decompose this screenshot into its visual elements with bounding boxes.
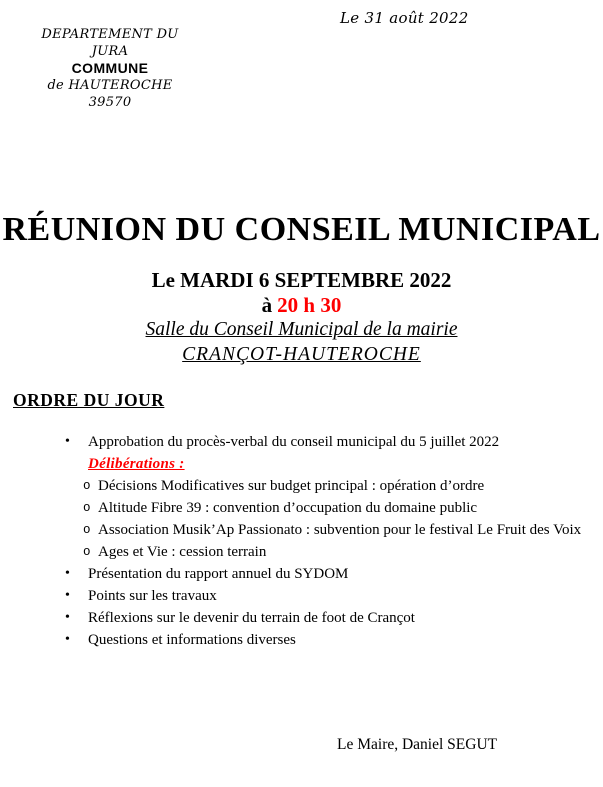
letterhead-department: DEPARTEMENT DU JURA xyxy=(41,27,179,59)
bullet-icon: • xyxy=(65,434,70,449)
sub-bullet-icon: o xyxy=(83,545,91,559)
meeting-info xyxy=(0,268,603,367)
list-item xyxy=(65,541,597,563)
agenda-item-approbation: Approbation du procès-verbal du conseil municipal du 5 juillet 2022 xyxy=(88,434,500,450)
list-item xyxy=(65,629,597,651)
document-date: Le 31 août 2022 xyxy=(340,9,469,27)
page-title: RÉUNION DU CONSEIL MUNICIPAL xyxy=(2,211,601,248)
list-item xyxy=(65,585,597,607)
sub-bullet-icon: o xyxy=(83,501,91,515)
letterhead-commune-name: de HAUTEROCHE xyxy=(47,78,173,93)
meeting-time xyxy=(0,293,603,317)
deliberation-item-fibre: Altitude Fibre 39 : convention d’occupation du domaine public xyxy=(98,500,478,516)
agenda-item-travaux: Points sur les travaux xyxy=(88,588,217,604)
meeting-venue: Salle du Conseil Municipal de la mairie xyxy=(145,319,458,340)
bullet-icon: • xyxy=(65,588,70,603)
meeting-time-prefix: à xyxy=(261,293,273,317)
sub-bullet-icon: o xyxy=(83,479,91,493)
letterhead-postal-code: 39570 xyxy=(88,95,132,110)
list-item xyxy=(65,563,597,585)
bullet-icon: • xyxy=(65,632,70,647)
list-item xyxy=(65,431,597,453)
list-item xyxy=(65,519,597,541)
deliberation-item-ages-et-vie: Ages et Vie : cession terrain xyxy=(98,544,267,560)
bullet-icon: • xyxy=(65,566,70,581)
agenda-item-sydom: Présentation du rapport annuel du SYDOM xyxy=(88,566,349,582)
agenda-item-questions-diverses: Questions et informations diverses xyxy=(88,632,296,648)
list-item xyxy=(65,453,597,475)
list-item xyxy=(65,475,597,497)
letterhead-commune: COMMUNE xyxy=(71,60,149,76)
list-item xyxy=(65,607,597,629)
deliberation-item-decisions: Décisions Modificatives sur budget principal : opération d’ordre xyxy=(98,478,485,494)
bullet-icon: • xyxy=(65,610,70,625)
signature-line: Le Maire, Daniel SEGUT xyxy=(337,736,498,753)
agenda-list xyxy=(65,431,597,651)
deliberations-label: Délibérations : xyxy=(88,456,185,472)
sub-bullet-icon: o xyxy=(83,523,91,537)
order-of-day-heading: ORDRE DU JOUR xyxy=(13,390,165,410)
agenda-item-terrain-foot: Réflexions sur le devenir du terrain de foot de Crançot xyxy=(88,610,415,626)
deliberation-item-association: Association Musik’Ap Passionato : subvention pour le festival Le Fruit des Voix xyxy=(98,522,582,538)
list-item xyxy=(65,497,597,519)
meeting-city: CRANÇOT-HAUTEROCHE xyxy=(182,344,421,365)
meeting-time-value: 20 h 30 xyxy=(277,293,342,317)
letterhead xyxy=(26,26,194,111)
meeting-date: Le MARDI 6 SEPTEMBRE 2022 xyxy=(151,268,452,292)
